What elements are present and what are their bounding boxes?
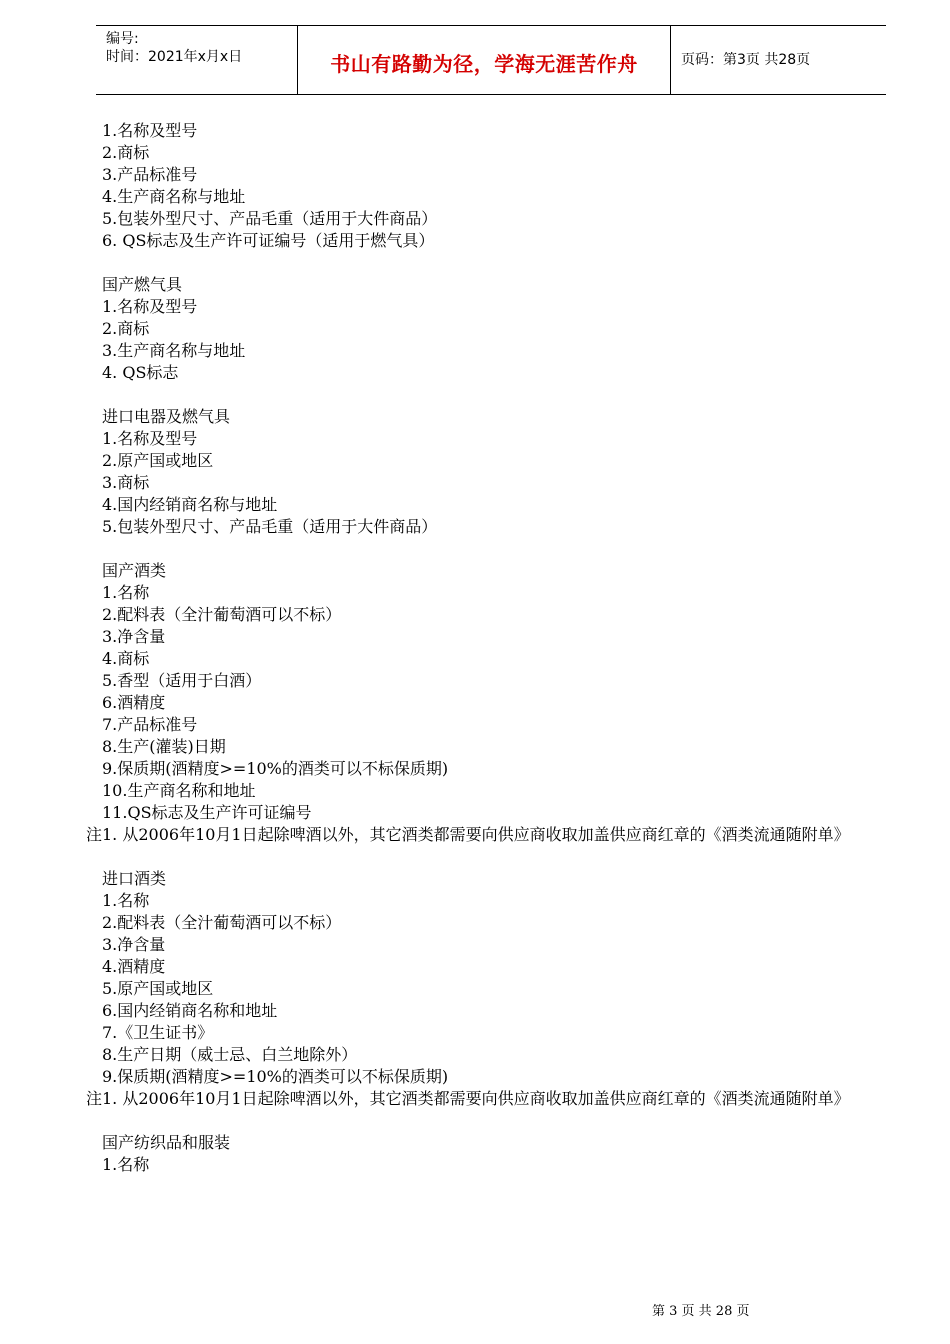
- list-item: 5.香型（适用于白酒）: [102, 671, 262, 690]
- list-item: 11.QS标志及生产许可证编号: [102, 803, 312, 822]
- list-item: 4.国内经销商名称与地址: [102, 495, 278, 514]
- section-gap: [86, 384, 886, 406]
- list-item: 4.商标: [102, 649, 150, 668]
- document-time-label: 时间：2021年x月x日: [106, 49, 243, 65]
- section-gap: [86, 846, 886, 868]
- section-gap: [86, 1110, 886, 1132]
- list-item: 2.商标: [102, 319, 150, 338]
- list-item: 4.酒精度: [102, 957, 166, 976]
- list-item: 8.生产日期（威士忌、白兰地除外）: [102, 1045, 358, 1064]
- list-item: 1.名称: [102, 1155, 150, 1174]
- page-header: [96, 25, 886, 95]
- list-item: 1.名称: [102, 583, 150, 602]
- list-item: 1.名称及型号: [102, 297, 198, 316]
- list-item: 6.酒精度: [102, 693, 166, 712]
- header-left-cell: [96, 26, 298, 94]
- list-item: 1.名称及型号: [102, 429, 198, 448]
- list-item: 3.产品标准号: [102, 165, 198, 184]
- list-item: 2.配料表（全汁葡萄酒可以不标）: [102, 605, 342, 624]
- list-item: 7.《卫生证书》: [102, 1023, 214, 1042]
- list-item: 9.保质期(酒精度>=10%的酒类可以不标保质期): [102, 759, 449, 778]
- list-item: 1.名称: [102, 891, 150, 910]
- list-item: 9.保质期(酒精度>=10%的酒类可以不标保质期): [102, 1067, 449, 1086]
- list-item: 2.原产国或地区: [102, 451, 214, 470]
- list-item: 3.净含量: [102, 627, 166, 646]
- list-item: 5.原产国或地区: [102, 979, 214, 998]
- list-item: 4. QS标志: [102, 363, 179, 382]
- header-motto-cell: [298, 26, 671, 94]
- section-gap: [86, 252, 886, 274]
- list-item: 3.商标: [102, 473, 150, 492]
- list-item: 3.净含量: [102, 935, 166, 954]
- section-title: 国产酒类: [102, 561, 167, 580]
- section-note: 注1. 从2006年10月1日起除啤酒以外，其它酒类都需要向供应商收取加盖供应商红章的《酒类流通随附单》: [86, 825, 850, 844]
- list-item: 7.产品标准号: [102, 715, 198, 734]
- list-item: 6. QS标志及生产许可证编号（适用于燃气具）: [102, 231, 435, 250]
- list-item: 3.生产商名称与地址: [102, 341, 246, 360]
- list-item: 2.商标: [102, 143, 150, 162]
- section-title: 进口电器及燃气具: [102, 407, 231, 426]
- document-body: [86, 120, 886, 1176]
- header-page-indicator: 页码：第3页 共28页: [681, 52, 811, 68]
- header-page-cell: [671, 26, 886, 94]
- list-item: 1.名称及型号: [102, 121, 198, 140]
- section-title: 国产纺织品和服装: [102, 1133, 231, 1152]
- document-number-label: 编号:: [106, 31, 139, 47]
- section-title: 国产燃气具: [102, 275, 183, 294]
- section-title: 进口酒类: [102, 869, 167, 888]
- section-gap: [86, 538, 886, 560]
- list-item: 6.国内经销商名称和地址: [102, 1001, 278, 1020]
- list-item: 4.生产商名称与地址: [102, 187, 246, 206]
- section-note: 注1. 从2006年10月1日起除啤酒以外，其它酒类都需要向供应商收取加盖供应商红章的《酒类流通随附单》: [86, 1089, 850, 1108]
- list-item: 8.生产(灌装)日期: [102, 737, 226, 756]
- list-item: 10.生产商名称和地址: [102, 781, 256, 800]
- list-item: 5.包装外型尺寸、产品毛重（适用于大件商品）: [102, 517, 438, 536]
- list-item: 2.配料表（全汁葡萄酒可以不标）: [102, 913, 342, 932]
- list-item: 5.包装外型尺寸、产品毛重（适用于大件商品）: [102, 209, 438, 228]
- header-motto: 书山有路勤为径，学海无涯苦作舟: [330, 52, 638, 76]
- page-footer: 第 3 页 共 28 页: [652, 1304, 750, 1319]
